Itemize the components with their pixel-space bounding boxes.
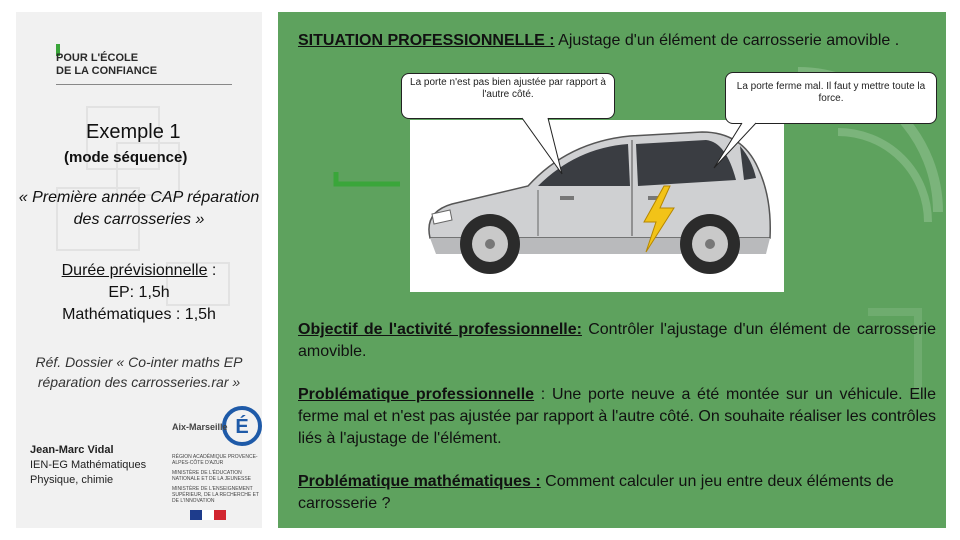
academy-logo: [172, 408, 262, 523]
duration-label: Durée prévisionnelle: [61, 262, 208, 279]
probmath-label: Problématique mathématiques :: [298, 473, 541, 490]
activity-objective: [298, 319, 936, 363]
probpro-text: : Une porte neuve a été montée sur un véhicule. Elle ferme mal et n'est pas ajustée par rapport à l'autre côté. On souhaite réaliser les contrôles liés à l'ajustage de l'élément.: [298, 386, 937, 447]
bubble-right-text: La porte ferme mal. Il faut y mettre toute la force.: [736, 81, 926, 104]
logo-rule: [56, 84, 232, 85]
academy-region: RÉGION ACADÉMIQUE PROVENCE-ALPES-CÔTE D'AZUR: [172, 454, 258, 466]
lightning-icon: [638, 184, 678, 254]
course-title: « Première année CAP réparation des carrosseries »: [18, 189, 260, 228]
objective-text: Contrôler l'ajustage d'un élément de carrosserie amovible.: [298, 321, 936, 360]
academy-ministry-2: MINISTÈRE DE L'ENSEIGNEMENT SUPÉRIEUR, DE LA RECHERCHE ET DE L'INNOVATION: [172, 486, 259, 504]
probmath-text: Comment calculer un jeu entre deux éléments de carrosserie ?: [298, 473, 894, 512]
marianne-flag-icon: [190, 510, 226, 520]
academy-ministry-1: MINISTÈRE DE L'ÉDUCATION NATIONALE ET DE LA JEUNESSE: [172, 470, 252, 482]
professional-situation: [298, 30, 936, 52]
author-name: Jean-Marc Vidal: [30, 444, 114, 456]
duration-maths: Mathématiques : 1,5h: [62, 306, 216, 323]
speech-bubble-right: [725, 72, 937, 124]
author-block: [30, 443, 146, 488]
example-title: Exemple 1: [86, 121, 181, 143]
duration-block: [16, 260, 262, 326]
probpro-label: Problématique professionnelle: [298, 386, 535, 403]
decor-hook: [332, 170, 402, 188]
logo-line-2: DE LA CONFIANCE: [56, 65, 158, 77]
author-role: IEN-EG Mathématiques: [30, 459, 147, 471]
bubble-right-tail: [712, 122, 762, 172]
academy-emblem-icon: [222, 406, 262, 446]
duration-ep: EP: 1,5h: [108, 284, 170, 301]
reference: Réf. Dossier « Co-inter maths EP réparation des carrosseries.rar »: [35, 354, 243, 390]
objective-label: Objectif de l'activité professionnelle:: [298, 321, 582, 338]
author-subject: Physique, chimie: [30, 474, 114, 486]
situation-label: SITUATION PROFESSIONNELLE :: [298, 32, 555, 49]
situation-text: Ajustage d'un élément de carrosserie amovible .: [554, 32, 900, 49]
math-problem: [298, 471, 936, 515]
logo-text: [56, 52, 157, 78]
svg-text:É: É: [235, 416, 249, 438]
bubble-left-text: La porte n'est pas bien ajustée par rapport à l'autre côté.: [410, 77, 606, 100]
academy-name: Aix-Marseille: [172, 422, 228, 432]
academy-text: [172, 454, 262, 508]
speech-bubble-left: [401, 73, 615, 119]
bubble-left-tail: [520, 117, 580, 177]
professional-problem: [298, 384, 936, 450]
logo-line-1: POUR L'ÉCOLE: [56, 52, 139, 64]
example-subtitle: (mode séquence): [64, 149, 188, 166]
duration-separator: :: [207, 262, 217, 279]
